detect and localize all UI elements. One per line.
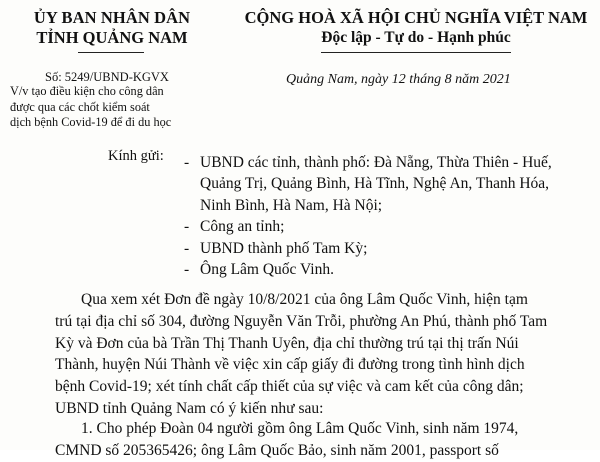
subject-line: dịch bệnh Covid-19 để đi du học	[10, 115, 172, 129]
recipient-item	[165, 216, 597, 237]
subject-block	[10, 84, 222, 131]
recipient-line: Ninh Bình, Hà Nam, Hà Nội;	[200, 196, 383, 214]
body-line: Kỳ và Đơn của bà Trần Thị Thanh Uyên, địa chỉ thường trú tại thị trấn Núi	[55, 334, 519, 352]
recipient-line: UBND các tỉnh, thành phố: Đà Nẵng, Thừa Thiên - Huế,	[200, 154, 552, 171]
recipient-item	[165, 152, 597, 216]
list-dash: -	[184, 218, 190, 236]
document-number: Số: 5249/UBND-KGVX	[45, 70, 169, 84]
item-line: 1. Cho phép Đoàn 04 người gồm ông Lâm Quốc Vinh, sinh năm 1974,	[81, 420, 519, 437]
national-motto: Độc lập - Tự do - Hạnh phúc	[321, 29, 511, 46]
issuer-underline	[78, 52, 144, 53]
recipient-list	[165, 152, 597, 280]
motto-underline	[321, 52, 511, 53]
body-paragraph	[55, 289, 600, 420]
recipient-item	[165, 259, 597, 280]
issuer-line-1: ỦY BAN NHÂN DÂN	[33, 8, 191, 27]
list-dash: -	[184, 239, 190, 257]
body-line: Qua xem xét Đơn đề ngày 10/8/2021 của ông Lâm Quốc Vinh, hiện tạm	[81, 291, 528, 308]
body-line: bệnh Covid-19; xét tính chất cấp thiết của sự việc và cam kết của công dân;	[55, 378, 524, 396]
list-dash: -	[184, 154, 190, 171]
recipient-line: Quảng Trị, Quảng Bình, Hà Tĩnh, Nghệ An, Thanh Hóa,	[200, 175, 550, 193]
recipient-item	[165, 238, 597, 259]
body-line: trú tại địa chỉ số 304, đường Nguyễn Văn Trỗi, phường An Phú, thành phố Tam	[55, 312, 548, 330]
issuer-line-2: TỈNH QUẢNG NAM	[36, 28, 188, 47]
numbered-item-1	[55, 418, 600, 462]
subject-line: được qua các chốt kiểm soát	[10, 99, 150, 114]
recipient-line: UBND thành phố Tam Kỳ;	[200, 239, 368, 257]
recipient-line: Công an tỉnh;	[200, 218, 285, 236]
body-line: UBND tỉnh Quảng Nam có ý kiến như sau:	[55, 399, 324, 417]
greeting: Kính gửi:	[108, 148, 164, 164]
list-dash: -	[184, 261, 190, 279]
subject-line: V/v tạo điều kiện cho công dân	[10, 84, 164, 98]
national-title: CỘNG HOÀ XÃ HỘI CHỦ NGHĨA VIỆT NAM	[244, 8, 588, 27]
item-line: CMND số 205365426; ông Lâm Quốc Bảo, sinh năm 2001, passport số	[55, 441, 499, 459]
recipient-line: Ông Lâm Quốc Vinh.	[200, 261, 334, 279]
body-line: Thành, huyện Núi Thành về việc xin cấp giấy đi đường trong tình hình dịch	[55, 356, 525, 374]
place-date: Quảng Nam, ngày 12 tháng 8 năm 2021	[286, 72, 511, 87]
